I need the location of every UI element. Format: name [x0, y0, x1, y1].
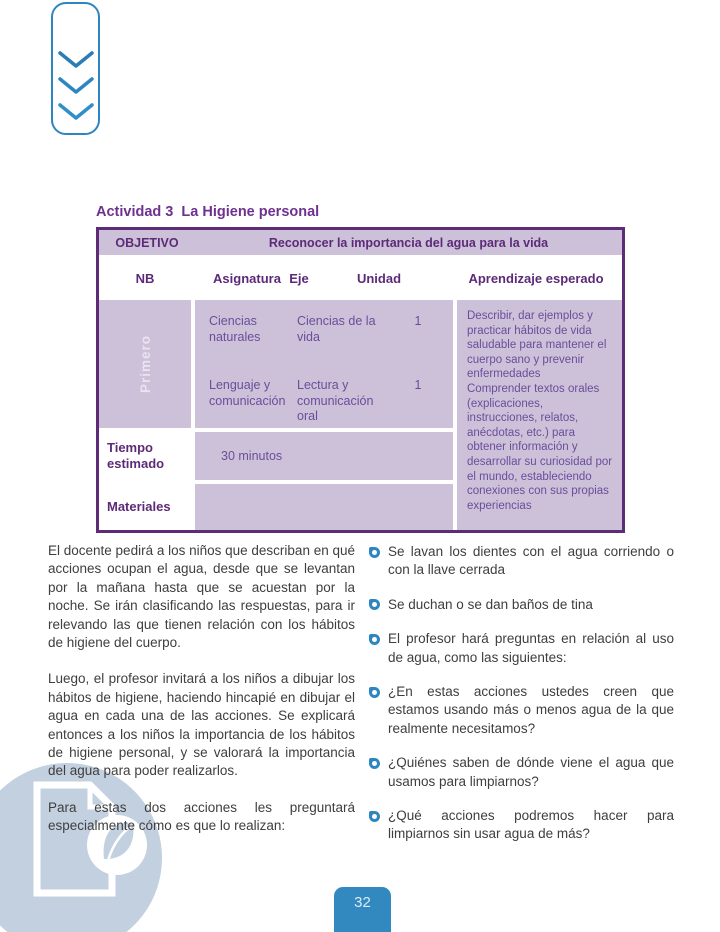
subjects-cell	[195, 300, 453, 428]
table-body	[99, 300, 622, 530]
chevron-pill-decoration	[51, 2, 100, 135]
water-drop-bullet-icon	[369, 811, 380, 822]
header-asignatura: Asignatura	[213, 271, 281, 286]
page-number-tab	[334, 887, 391, 932]
bullet-text: ¿Qué acciones podremos hacer para limpiarnos sin usar agua de más?	[388, 808, 674, 842]
page-number: 32	[354, 894, 371, 911]
body-paragraph: Para estas dos acciones les preguntará especialmente cómo es que lo realizan:	[48, 799, 355, 834]
eje-value: Ciencias de la vida	[297, 314, 376, 344]
asignatura-value: Lenguaje y comunicación	[209, 378, 286, 408]
nivel-cell	[99, 300, 191, 428]
aprendizaje-esperado-cell	[457, 300, 622, 530]
materiales-label: Materiales	[99, 484, 191, 530]
table-row	[209, 314, 453, 345]
bullet-text: ¿En estas acciones ustedes creen que estamos usando más o menos agua de la que realmente necesitamos?	[388, 684, 674, 736]
list-item	[369, 683, 674, 738]
nivel-label: Primero	[137, 334, 153, 394]
asignatura-value: Ciencias naturales	[209, 314, 261, 344]
objetivo-label: OBJETIVO	[115, 235, 179, 250]
chevron-down-icon	[57, 51, 95, 70]
water-drop-bullet-icon	[369, 634, 380, 645]
aprendizaje-paragraph: Describir, dar ejemplos y practicar hábitos de vida saludable para mantener el cuerpo sano y prevenir enfermedades	[467, 310, 607, 381]
table-row	[209, 378, 453, 425]
right-bullet-column	[369, 543, 674, 860]
list-item	[369, 807, 674, 844]
water-drop-bullet-icon	[369, 687, 380, 698]
bullet-text: El profesor hará preguntas en relación al uso de agua, como las siguientes:	[388, 631, 674, 665]
list-item	[369, 596, 674, 614]
bullet-text: Se duchan o se dan baños de tina	[388, 596, 593, 612]
body-paragraph: Luego, el profesor invitará a los niños a dibujar los hábitos de higiene, haciendo hincapié en dibujar el agua en cada una de las acciones. Se explicará entonces a los niños la importancia de los hábitos de higiene personal, y se valorará la importancia del agua para poder realizarlos.	[48, 671, 355, 779]
aprendizaje-paragraph: Comprender textos orales (explicaciones, instrucciones, relatos, anécdotas, etc.) para obtener información y desarrollar su curiosidad por el mundo, estableciendo conexiones con sus propias experiencias	[467, 382, 613, 512]
objetivo-row	[99, 230, 622, 255]
bullet-text: ¿Quiénes saben de dónde viene el agua que usamos para limpiarnos?	[388, 755, 674, 789]
materiales-value	[195, 484, 453, 530]
list-item	[369, 630, 674, 667]
header-eje: Eje	[289, 271, 309, 286]
eje-value: Lectura y comunicación oral	[297, 378, 374, 423]
chevron-down-icon	[57, 77, 95, 96]
water-drop-bullet-icon	[369, 599, 380, 610]
left-text-column	[48, 542, 355, 854]
water-drop-bullet-icon	[369, 547, 380, 558]
bullet-text: Se lavan los dientes con el agua corriendo o con la llave cerrada	[388, 544, 674, 578]
unidad-value: 1	[414, 314, 422, 328]
body-paragraph: El docente pedirá a los niños que describan en qué acciones ocupan el agua, desde que se levantan por la mañana hasta que se acuestan por la noche. Se irán clasificando las respuestas, para ir relevando las que tienen relación con los hábitos de higiene del cuerpo.	[48, 543, 355, 651]
unidad-value: 1	[414, 378, 422, 392]
header-aprendizaje-esperado: Aprendizaje esperado	[468, 271, 604, 286]
table-header-row	[99, 258, 622, 300]
list-item	[369, 543, 674, 580]
header-nb: NB	[135, 271, 155, 286]
activity-title: Actividad 3 La Higiene personal	[96, 204, 320, 220]
objetivo-value: Reconocer la importancia del agua para la vida	[268, 235, 549, 250]
water-drop-bullet-icon	[369, 758, 380, 769]
list-item	[369, 754, 674, 791]
activity-info-table	[96, 227, 625, 533]
tiempo-estimado-value: 30 minutos	[195, 432, 453, 480]
header-unidad: Unidad	[356, 271, 402, 286]
chevron-down-icon	[57, 103, 95, 122]
tiempo-estimado-label: Tiempo estimado	[99, 432, 191, 480]
